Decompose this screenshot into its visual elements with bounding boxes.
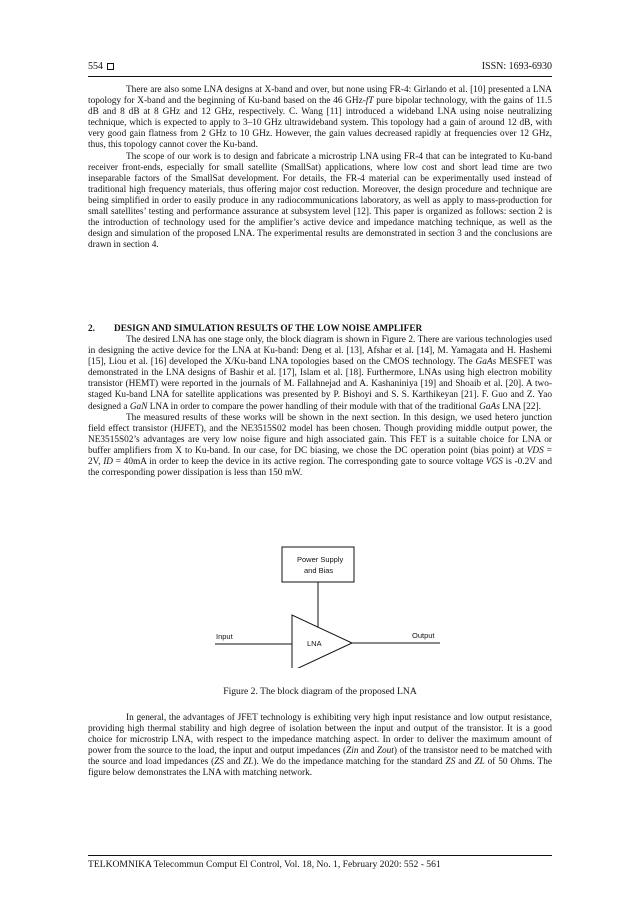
page-number: 554 bbox=[88, 61, 103, 72]
footer-rule bbox=[88, 855, 552, 856]
page-header bbox=[88, 61, 552, 72]
section2-text bbox=[88, 335, 552, 479]
zout-symbol: Zout bbox=[376, 746, 394, 757]
vds-symbol: VDS bbox=[526, 445, 544, 456]
closing-text bbox=[88, 713, 552, 780]
header-left bbox=[88, 61, 114, 72]
intro-paragraph-1: There are also some LNA designs at X-band and over, but none using FR-4: Girlando et al. [10] presented a LNA topology for X-band and the beginning of Ku-band based on the 46 GHz-fT pure bipolar technology, with the gains of 11.5 dB and 8 dB at 8 GHz and 12 GHz, respectively. C. Wang [11] introduced a wideband LNA using noise neutralizing technique, which is expected to apply to 3–10 GHz ultrawideband system. This topology had a gain of around 12 dB, with very good gain flatness from 2 GHz to 10 GHz. However, the gain values decreased rapidly at frequencies over 12 GHz, thus, this topology cannot cover the Ku-band. bbox=[88, 85, 552, 151]
ft-symbol: fT bbox=[365, 96, 374, 107]
figure-caption: Figure 2. The block diagram of the proposed LNA bbox=[223, 686, 417, 697]
section-number: 2. bbox=[88, 324, 95, 334]
issn: ISSN: 1693-6930 bbox=[481, 61, 552, 72]
section2-paragraph-1: The desired LNA has one stage only, the block diagram is shown in Figure 2. There are various technologies used in designing the active device for the LNA at Ku-band: Deng et al. [13], Afshar et al. [14], M. Yamagata and H. Hashemi [15], Liou et al. [16] developed the X/Ku-band LNA topologies based on the CMOS technology. The GaAs MESFET was demonstrated in the LNA designs of Bashir et al. [17], Islam et al. [18]. Furthermore, LNAs using high electron mobility transistor (HEMT) were reported in the journals of M. Fallahnejad and A. Kashaniniya [19] and Shoaib et al. [20]. A two-staged Ku-band LNA for satellite applications was presented by P. Bishoyi and S. S. Karthikeyan [21]. F. Guo and Z. Yao designed a GaN LNA in order to compare the power handling of their module with that of the traditional GaAs LNA [22]. bbox=[88, 335, 552, 412]
zin-symbol: Zin bbox=[346, 746, 359, 757]
vgs-symbol: VGS bbox=[485, 457, 503, 468]
section-heading bbox=[88, 324, 552, 334]
power-supply-block bbox=[282, 547, 354, 582]
input-label: Input bbox=[216, 632, 233, 641]
bias-label: and Bias bbox=[304, 566, 334, 575]
figure-2-block-diagram bbox=[180, 543, 480, 668]
output-label: Output bbox=[412, 631, 435, 640]
section-title: DESIGN AND SIMULATION RESULTS OF THE LOW NOISE AMPLIFER bbox=[114, 324, 423, 334]
intro-text bbox=[88, 85, 552, 251]
intro-paragraph-2: The scope of our work is to design and fabricate a microstrip LNA using FR-4 that can be integrated to Ku-band receiver front-ends, especially for small satellite (SmallSat) applications, where low cost and short lead time are two inseparable factors of the SmallSat development. For details, the FR-4 material can be experimentally used instead of traditional high frequency materials, thus offering major cost reduction. Moreover, the design procedure and technique are being simplified in order to easily produce in any radiocommunications laboratory, as well as apply to mass-production for small satellites’ testing and performance assurance at subsystem level [12]. This paper is organized as follows: section 2 is the introduction of technology used for the amplifier’s active device and impedance matching technique, as well as the design and simulation of the proposed LNA. The experimental results are demonstrated in section 3 and the conclusions are drawn in section 4. bbox=[88, 151, 552, 251]
square-bullet-icon bbox=[107, 63, 114, 70]
amplifier-triangle bbox=[292, 615, 352, 668]
power-supply-label: Power Supply bbox=[297, 555, 344, 564]
closing-paragraph: In general, the advantages of JFET technology is exhibiting very high input resistance and low output resistance, providing high thermal stability and high degree of isolation between the input and output of the transistor. It is a good choice for microstrip LNA, with respect to the impedance matching aspect. In order to deliver the maximum amount of power from the source to the load, the input and output impedances (Zin and Zout) of the transistor need to be matched with the source and load impedances (ZS and ZL). We do the impedance matching for the standard ZS and ZL of 50 Ohms. The figure below demonstrates the LNA with matching network. bbox=[88, 713, 553, 779]
lna-label: LNA bbox=[307, 639, 322, 648]
header-rule bbox=[88, 76, 552, 77]
id-symbol: ID bbox=[103, 457, 114, 468]
page-footer: TELKOMNIKA Telecommun Comput El Control, Vol. 18, No. 1, February 2020: 552 - 561 bbox=[88, 859, 441, 870]
section2-paragraph-2: The measured results of these works will be shown in the next section. In this design, we used hetero junction field effect transistor (HJFET), and the NE3515S02 model has been chosen. Though providing middle output power, the NE3515S02’s advantages are very low noise figure and high associated gain. This FET is a suitable choice for LNA or buffer amplifiers from X to Ku-band. In our case, for DC biasing, we chose the DC operation point (bias point) at VDS = 2V, ID = 40mA in order to keep the device in its active region. The corresponding gate to source voltage VGS is -0.2V and the corresponding power dissipation is less than 150 mW. bbox=[88, 412, 552, 479]
